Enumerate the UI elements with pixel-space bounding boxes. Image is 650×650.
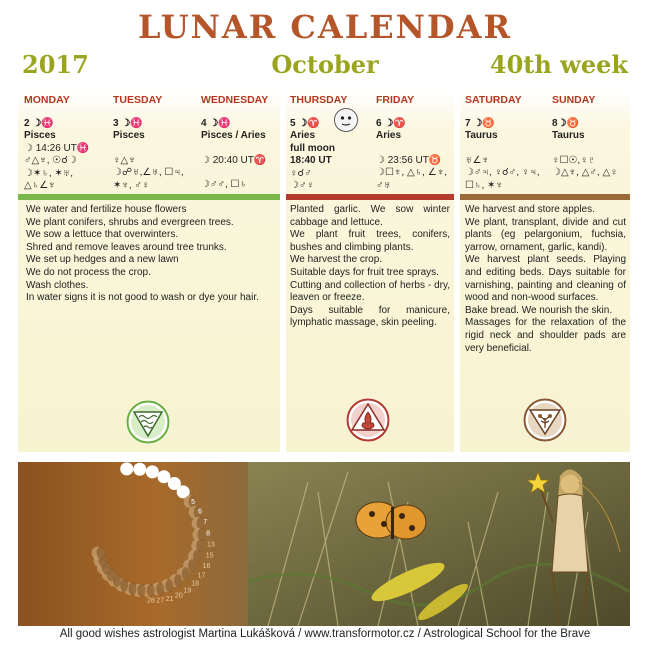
moon-day-number: 13 (206, 541, 215, 549)
footer-credit: All good wishes astrologist Martina Lukášková / www.transformotor.cz / Astrological School for the Brave (59, 628, 591, 640)
moon-phase-icon (92, 546, 105, 559)
moon-phase-icon (133, 463, 146, 476)
moon-day-number: 20 (174, 592, 183, 600)
day-line: ♀△♆ (113, 154, 136, 166)
day-line: ☽✶♄, ✶♅, (24, 167, 74, 179)
day-line: ☽☐♆, △♄, ∠♆, (376, 167, 447, 178)
recommendation-line: We set up hedges and a new lawn (26, 254, 179, 266)
moon-phase-icon (192, 528, 205, 541)
day-sign: Pisces (113, 130, 145, 141)
day-sign: Taurus (465, 130, 498, 141)
day-number: 3 ☽♓ (113, 117, 143, 129)
day-line: ☽ 23:56 UT♉ (376, 154, 442, 166)
moon-day-number: 18 (191, 580, 200, 588)
moon-phase-icon (120, 462, 133, 475)
day-number: 8☽♉ (552, 117, 579, 129)
recommendation-line: Suitable days for fruit tree sprays. (290, 266, 439, 278)
day-monday (24, 90, 106, 194)
moon-day-number: 2 (171, 483, 176, 491)
day-line: ☽♂♀ (290, 180, 314, 191)
butterfly-icon (356, 502, 426, 539)
nature-photo (248, 462, 630, 626)
recommendation-line: Days suitable for manicure, lymphatic massage, skin peeling. (290, 304, 450, 329)
day-tuesday (113, 90, 195, 194)
recommendation-line: We harvest the crop. (290, 254, 383, 266)
day-name: WEDNESDAY (201, 94, 269, 106)
page-title: LUNAR CALENDAR (137, 8, 513, 46)
earth-band (460, 194, 630, 200)
day-name: THURSDAY (290, 94, 348, 106)
recommendation-line: We plant fruit trees, conifers, bushes and climbing plants. (290, 229, 450, 253)
moon-phase-icon (146, 465, 159, 478)
recommendation-line: Massages for the relaxation of the rigid neck and shoulder pads are very beneficial. (465, 317, 626, 354)
moon-day-number: 27 (156, 597, 165, 605)
calendar-grid (18, 90, 630, 452)
day-line: ♂△♆, ☉☌☽ (24, 155, 77, 166)
recommendation-line: We do not process the crop. (26, 266, 151, 278)
recommendation-line: We plant conifers, shrubs and evergreen trees. (26, 216, 234, 228)
recommendation-line: Cutting and collection of herbs - dry, leaven or freeze. (290, 279, 450, 304)
day-sign: Pisces (24, 130, 56, 141)
moon-day-number: 19 (183, 587, 192, 595)
day-line: △♄∠♆ (24, 180, 56, 191)
recommendation-line: Wash clothes. (26, 279, 89, 291)
year-label: 2017 (22, 50, 89, 79)
recommendation-line: We harvest plant seeds. Playing and editing beds. Days suitable for varnishing, painting and cleaning of wood and non-wood surfaces. (465, 254, 626, 304)
day-line: ☽♂♂, ☐♄ (201, 179, 247, 190)
day-number: 7 ☽♉ (465, 117, 495, 129)
moon-day-number: 4 (182, 490, 187, 498)
water-band (18, 194, 280, 200)
moon-day-number: 21 (165, 595, 174, 603)
day-sign: Taurus (552, 130, 585, 141)
moon-day-number: 15 (205, 552, 214, 560)
water-element-icon (126, 400, 170, 444)
day-sign: Aries (290, 130, 316, 141)
moon-day-number: 17 (197, 572, 206, 580)
day-friday (376, 90, 456, 194)
fire-element-icon (346, 398, 390, 442)
moon-day-number: 16 (202, 563, 211, 571)
recommendation-line: We sow a lettuce that overwinters. (26, 229, 179, 241)
day-wednesday (201, 90, 283, 194)
month-label: October (271, 50, 379, 79)
fire-recommendations (290, 204, 450, 330)
day-line: ☽♂♃, ♀☌♂, ♀♃, (465, 167, 540, 178)
recommendation-line: Shred and remove leaves around tree trunks. (26, 241, 227, 253)
day-number: 5 ☽♈ (290, 117, 320, 129)
day-name: SATURDAY (465, 94, 522, 106)
moon-day-number: 28 (146, 597, 155, 605)
day-sign: Aries (376, 130, 402, 141)
moon-day-number: 8 (206, 530, 211, 538)
day-name: SUNDAY (552, 94, 596, 106)
day-name: FRIDAY (376, 94, 415, 106)
day-number: 4 ☽♓ (201, 117, 231, 129)
recommendation-line: We harvest and store apples. (465, 204, 595, 215)
day-number: 6 ☽♈ (376, 117, 406, 129)
day-line: full moon (290, 142, 335, 154)
day-name: MONDAY (24, 94, 70, 106)
recommendation-line: We plant, transplant, divide and cut plants (eg pelargonium, fuchsia, yarrow, ornament, garlic, kandi). (465, 216, 626, 253)
recommendation-line: In water signs it is not good to wash or dye your hair. (26, 292, 259, 304)
recommendation-line: Planted garlic. We sow winter cabbage and lettuce. (290, 204, 450, 228)
full-moon-face-icon (334, 108, 358, 132)
moon-day-number: 7 (203, 519, 208, 527)
moon-day-number: 6 (198, 508, 203, 516)
earth-element-icon (523, 398, 567, 442)
day-line: ☽ 20:40 UT♈ (201, 154, 267, 166)
day-sign: Pisces / Aries (201, 130, 266, 141)
day-line: ♀☌♂ (290, 167, 312, 179)
recommendation-line: We water and fertilize house flowers (26, 204, 187, 215)
day-line: ♂♅ (376, 179, 391, 191)
fire-band (286, 194, 454, 200)
day-line: ☽ 14:26 UT♓ (24, 142, 90, 154)
day-line: ♅∠♆ (465, 154, 489, 166)
day-line: ☐♄, ✶♆ (465, 179, 503, 191)
moon-day-number: 5 (191, 498, 196, 506)
recommendation-line: Bake bread. We nourish the skin. (465, 304, 613, 316)
earth-recommendations (465, 204, 626, 355)
day-number: 2 ☽♓ (24, 117, 54, 129)
water-recommendations (26, 204, 280, 305)
day-line: ☽☍♅,∠♅, ☐♃, (113, 167, 184, 178)
day-sunday (552, 90, 630, 194)
day-thursday (290, 90, 374, 194)
day-name: TUESDAY (113, 94, 163, 106)
illustration-strip (18, 462, 630, 626)
day-line: ♀☐☉,♀♇ (552, 154, 596, 166)
day-line: ✶♆, ♂♀ (113, 179, 150, 191)
moon-phase-spiral (18, 462, 248, 626)
day-line: ☽△♆, △♂, △♀ (552, 167, 618, 178)
day-saturday (465, 90, 547, 194)
week-label: 40th week (489, 50, 628, 79)
day-line: 18:40 UT (290, 155, 332, 166)
moon-phase-panel (18, 462, 248, 626)
